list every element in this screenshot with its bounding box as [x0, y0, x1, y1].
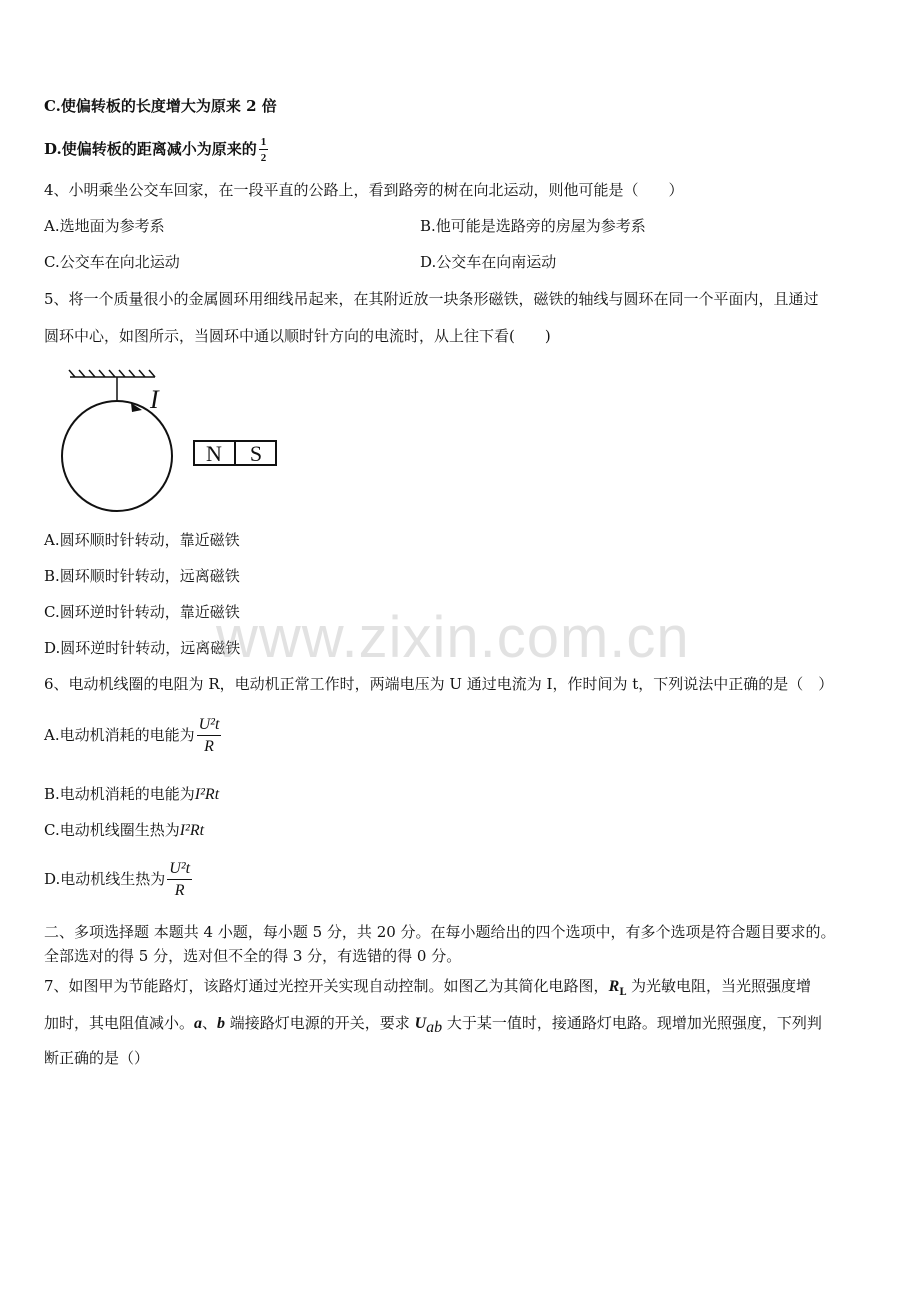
q7-text: 端接路灯电源的开关，要求 — [225, 1014, 415, 1032]
section2-heading-line2: 全部选对的得 5 分，选对但不全的得 3 分，有选错的得 0 分。 — [44, 947, 462, 965]
q5-stem-line2: 圆环中心，如图所示，当圆环中通以顺时针方向的电流时，从上往下看( ) — [44, 327, 551, 345]
q7-stem-line2 — [44, 1013, 822, 1038]
q5-stem-line1: 5、将一个质量很小的金属圆环用细线吊起来，在其附近放一块条形磁铁，磁铁的轴线与圆环在同一个平面内，且通过 — [44, 290, 819, 308]
var-u: U — [414, 1015, 427, 1032]
var-b: b — [217, 1015, 226, 1032]
q5-option-a: A.圆环顺时针转动，靠近磁铁 — [44, 531, 240, 549]
q3-option-c: C.使偏转板的长度增大为原来 2 倍 — [44, 97, 277, 115]
q5-option-d: D.圆环逆时针转动，远离磁铁 — [44, 639, 241, 657]
section2-heading-line1: 二、多项选择题 本题共 4 小题，每小题 5 分，共 20 分。在每小题给出的四个选项中，有多个选项是符合题目要求的。 — [44, 923, 836, 941]
q7-text: 为光敏电阻，当光照强度增 — [626, 977, 812, 995]
q4-option-c: C.公交车在向北运动 — [44, 253, 180, 271]
q7-text: 加时，其电阻值减小。 — [44, 1014, 195, 1032]
fraction-u2t-over-r: $\frac{\text{U²t}}{R}$ — [169, 860, 191, 899]
q7-stem-line3: 断正确的是（） — [44, 1049, 150, 1067]
q4-option-b: B.他可能是选路旁的房屋为参考系 — [420, 217, 646, 235]
q4-stem: 4、小明乘坐公交车回家，在一段平直的公路上，看到路旁的树在向北运动，则他可能是（ ） — [44, 181, 684, 199]
q6-option-d — [44, 860, 192, 900]
q6-option-a — [44, 716, 221, 756]
expr-i2rt: I²Rt — [179, 822, 205, 839]
q5-option-b: B.圆环顺时针转动，远离磁铁 — [44, 567, 240, 585]
q3-option-d — [44, 136, 268, 164]
q6-option-c — [44, 820, 204, 841]
metal-ring — [62, 401, 172, 511]
q7-stem-line1 — [44, 976, 811, 1003]
expr-i2rt: I²Rt — [194, 786, 220, 803]
fraction-u2t-over-r: $\frac{\text{U²t}}{R}$ — [198, 716, 220, 755]
q4-option-a: A.选地面为参考系 — [44, 217, 165, 235]
var-r: R — [608, 978, 620, 995]
fraction-one-half: $\frac{1}{2}$ — [260, 136, 267, 164]
ceiling-hatch — [69, 370, 155, 377]
q7-separator: 、 — [202, 1014, 218, 1032]
var-u-subscript: ab — [426, 1019, 443, 1036]
q3-option-d-text: D.使偏转板的距离减小为原来的 — [44, 140, 257, 158]
magnet-north-label: N — [206, 441, 222, 466]
q6-option-b — [44, 784, 219, 805]
q6-option-d-text: D.电动机线生热为 — [44, 870, 166, 888]
q6-stem: 6、电动机线圈的电阻为 R，电动机正常工作时，两端电压为 U 通过电流为 I，作时间为 t，下列说法中正确的是（ ） — [44, 675, 834, 693]
current-label: I — [150, 385, 159, 414]
q6-option-a-text: A.电动机消耗的电能为 — [44, 726, 195, 744]
q6-option-b-text: B.电动机消耗的电能为 — [44, 785, 195, 803]
q5-option-c: C.圆环逆时针转动，靠近磁铁 — [44, 603, 240, 621]
q7-text: 7、如图甲为节能路灯，该路灯通过光控开关实现自动控制。如图乙为其简化电路图， — [44, 977, 609, 995]
ring-magnet-figure — [55, 368, 285, 518]
var-r-subscript: L — [619, 987, 627, 998]
q4-option-d: D.公交车在向南运动 — [420, 253, 557, 271]
magnet-south-label: S — [249, 441, 263, 466]
watermark: www.zixin.com.cn — [216, 605, 690, 670]
var-a: a — [194, 1015, 203, 1032]
q6-option-c-text: C.电动机线圈生热为 — [44, 821, 180, 839]
q7-text: 大于某一值时，接通路灯电路。现增加光照强度，下列判 — [442, 1014, 822, 1032]
